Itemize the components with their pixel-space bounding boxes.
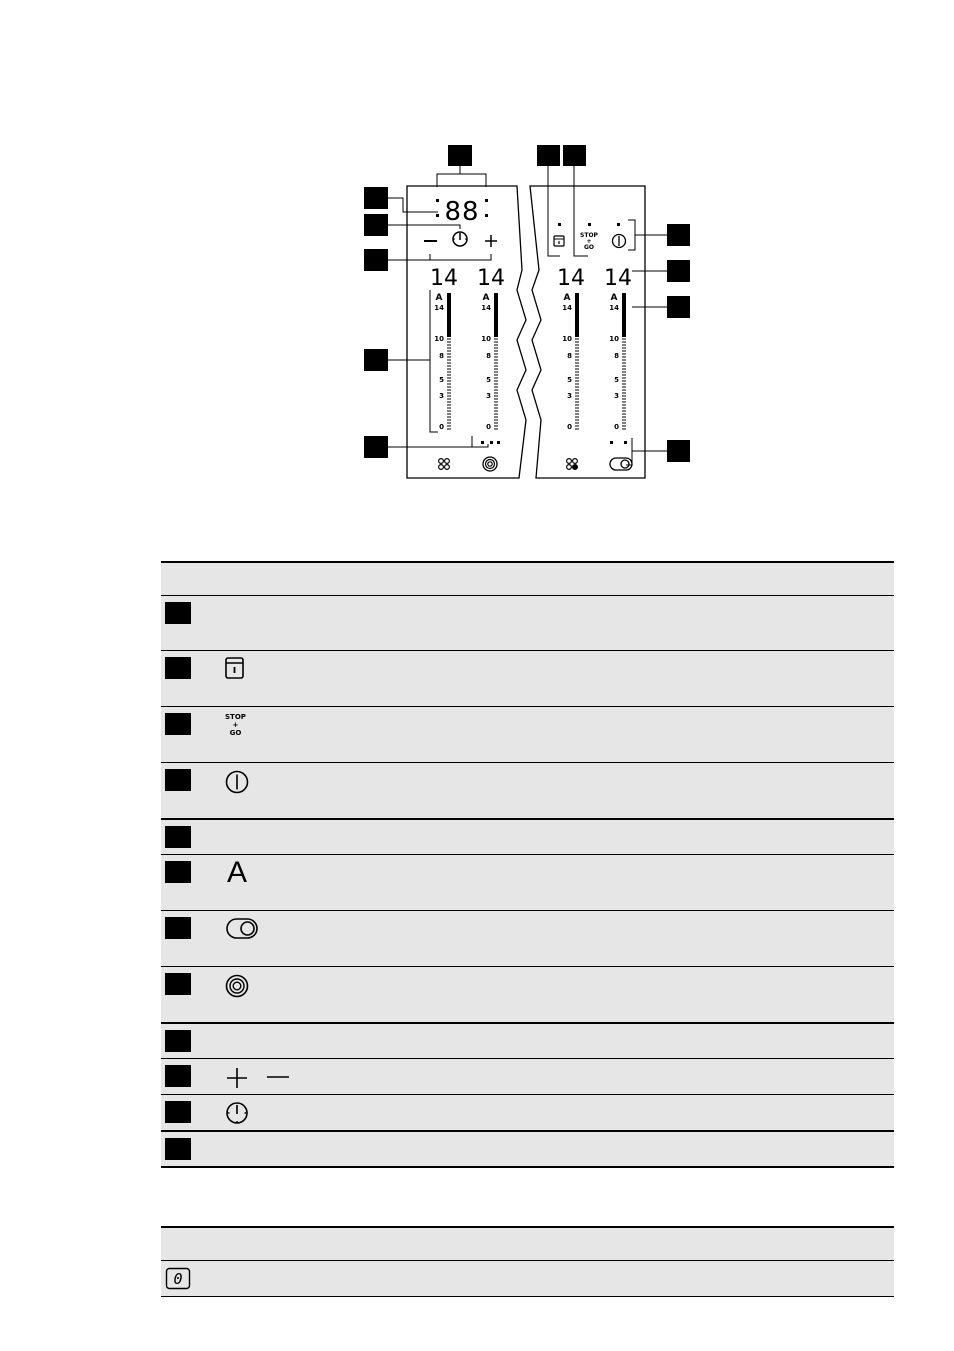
svg-text:STOP: STOP (580, 232, 598, 239)
callout-marker (364, 249, 388, 271)
triple-ring-icon[interactable] (483, 457, 497, 471)
callout-markers (364, 145, 690, 462)
callout-marker (364, 214, 388, 236)
slider-scale-label: 5 (567, 376, 572, 384)
power-icon (223, 768, 251, 796)
lock-icon[interactable] (554, 236, 564, 246)
timer-icon[interactable] (453, 232, 467, 246)
slider-scale-label: 0 (439, 423, 444, 431)
power-slider[interactable] (562, 293, 579, 431)
slider-scale-label: 10 (609, 335, 619, 343)
auto-label: A (563, 293, 571, 303)
table-row (161, 911, 894, 967)
row-number-marker (165, 713, 191, 735)
zone-display: 14 (604, 266, 632, 291)
table-row (161, 1059, 894, 1095)
table-row (161, 1095, 894, 1132)
function-table (161, 561, 894, 1168)
row-number-marker (165, 1138, 191, 1160)
callout-marker (667, 440, 690, 462)
slider-scale-label: 8 (439, 352, 444, 360)
row-number-marker (165, 917, 191, 939)
callout-marker (364, 436, 388, 458)
row-number-marker (165, 1101, 191, 1123)
svg-text:+: + (586, 238, 592, 245)
slider-scale-label: 8 (567, 352, 572, 360)
slider-fill-bar (494, 293, 498, 337)
table-row (161, 820, 894, 855)
auto-label: A (610, 293, 618, 303)
row-number-marker (165, 861, 191, 883)
callout-marker (667, 296, 690, 318)
slider-scale-label: 5 (439, 376, 444, 384)
svg-text:0: 0 (173, 1270, 183, 1288)
digit-zero-icon (165, 1267, 193, 1291)
slider-fill-bar (622, 293, 626, 337)
plus-icon[interactable] (485, 235, 497, 247)
zone-display: 14 (557, 266, 585, 291)
row-number-marker (165, 602, 191, 624)
table-row (161, 1261, 894, 1297)
panel-outline-left (407, 186, 526, 478)
slider-scale-label: 3 (439, 392, 444, 400)
stop-go-icon: STOP + GO (225, 713, 246, 737)
slider-scale-label: 14 (434, 304, 444, 312)
timer-display-group (436, 197, 488, 227)
row-number-marker (165, 657, 191, 679)
table-row (161, 855, 894, 911)
bridge-zone-icon[interactable] (439, 459, 450, 470)
slider-scale-label: 5 (614, 376, 619, 384)
zone-indicator-dots (481, 441, 627, 444)
slider-scale-label: 10 (434, 335, 444, 343)
row-number-marker (165, 769, 191, 791)
callout-marker (448, 145, 472, 166)
slider-scale-label: 0 (486, 423, 491, 431)
callout-marker (364, 349, 388, 371)
power-slider[interactable] (609, 293, 626, 431)
display-table (161, 1226, 894, 1297)
table-row (161, 1024, 894, 1059)
slider-fill-bar (575, 293, 579, 337)
row-number-marker (165, 1065, 191, 1087)
power-icon[interactable] (613, 235, 626, 248)
power-slider[interactable] (481, 293, 498, 431)
slider-scale-label: 14 (609, 304, 619, 312)
table-row (161, 1132, 894, 1168)
slider-scale-label: 0 (614, 423, 619, 431)
plus-minus-icon (223, 1064, 293, 1092)
zone-display: 14 (430, 266, 458, 291)
power-slider[interactable] (434, 293, 451, 431)
row-number-marker (165, 826, 191, 848)
oval-zone-icon[interactable] (610, 458, 632, 470)
slider-scale-label: 10 (481, 335, 491, 343)
callout-marker (667, 224, 690, 246)
lock-icon (223, 656, 247, 682)
row-number-marker (165, 973, 191, 995)
callout-marker (563, 145, 586, 166)
oval-zone-icon (223, 916, 259, 942)
slider-scale-label: 8 (614, 352, 619, 360)
slider-fill-bar (447, 293, 451, 337)
row-number-marker (165, 1030, 191, 1052)
callout-marker (364, 187, 388, 209)
slider-scale-label: 8 (486, 352, 491, 360)
stop-go-icon[interactable] (580, 232, 599, 251)
table-row (161, 707, 894, 763)
slider-scale-label: 0 (567, 423, 572, 431)
slider-scale-label: 10 (562, 335, 572, 343)
triple-ring-icon (223, 972, 251, 1000)
table-row (161, 967, 894, 1024)
table-row (161, 596, 894, 651)
callout-marker (537, 145, 560, 166)
power-sliders[interactable] (434, 293, 626, 431)
table-row (161, 651, 894, 707)
slider-scale-label: 5 (486, 376, 491, 384)
slider-scale-label: 14 (481, 304, 491, 312)
bridge-zone-icon[interactable] (567, 459, 578, 470)
auto-function-icon: A (227, 856, 248, 889)
slider-scale-label: 3 (614, 392, 619, 400)
function-table-header (161, 561, 894, 596)
panel-outline-right (530, 186, 645, 478)
control-panel-diagram (0, 0, 954, 530)
display-table-header (161, 1226, 894, 1261)
callout-marker (667, 260, 690, 282)
timer-display: 88 (444, 197, 480, 227)
timer-icon (223, 1100, 251, 1128)
slider-scale-label: 3 (486, 392, 491, 400)
svg-text:GO: GO (583, 244, 595, 251)
slider-scale-label: 3 (567, 392, 572, 400)
slider-scale-label: 14 (562, 304, 572, 312)
auto-label: A (482, 293, 490, 303)
zone-display: 14 (477, 266, 505, 291)
table-row (161, 763, 894, 820)
auto-label: A (435, 293, 443, 303)
